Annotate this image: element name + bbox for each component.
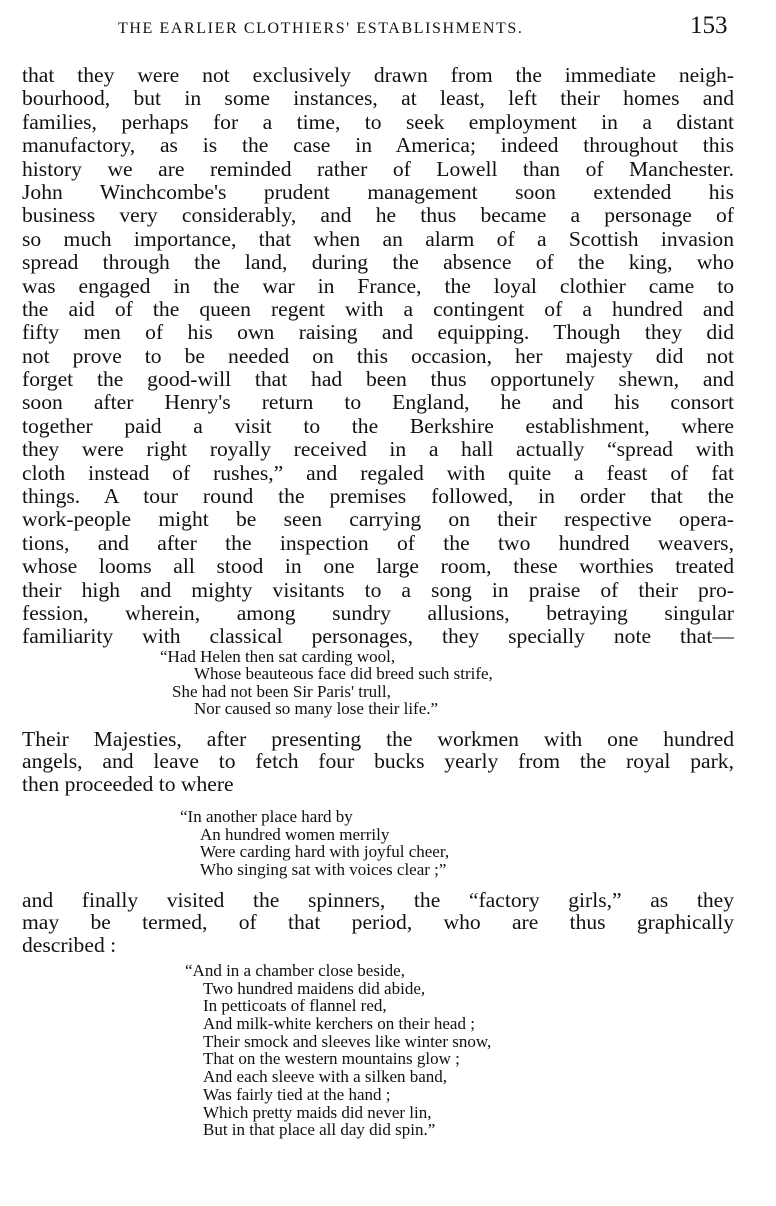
- text-line: described :: [22, 932, 117, 957]
- text-line: John Winchcombe's prudent management soon extended his: [22, 179, 734, 204]
- verse-line: Two hundred maidens did abide,: [203, 978, 426, 998]
- text-line: may be termed, of that period, who are thus graphically: [22, 910, 734, 935]
- verse-line: “And in a chamber close beside,: [185, 961, 405, 980]
- text-line: that they were not exclusively drawn from the immediate neigh-: [22, 63, 734, 87]
- verse-line: Were carding hard with joyful cheer,: [200, 842, 450, 861]
- verse-line: Who singing sat with voices clear ;”: [200, 859, 447, 879]
- text-line: whose looms all stood in one large room, these worthies treated: [22, 554, 734, 579]
- verse-line: Their smock and sleeves like winter snow,: [203, 1031, 492, 1051]
- verse-line: In petticoats of flannel red,: [203, 996, 387, 1016]
- text-line: spread through the land, during the absence of the king, who: [22, 250, 734, 275]
- paragraph-3: [22, 889, 734, 956]
- verse-quote-2: [180, 808, 449, 878]
- text-line: they were right royally received in a hall actually “spread with: [22, 437, 734, 462]
- text-line: together paid a visit to the Berkshire establishment, where: [22, 413, 734, 438]
- text-line: cloth instead of rushes,” and regaled with quite a feast of fat: [22, 460, 734, 485]
- text-line: families, perhaps for a time, to seek employment in a distant: [22, 109, 734, 134]
- paragraph-2: [22, 728, 734, 795]
- verse-line: An hundred women merrily: [200, 824, 390, 844]
- text-line: soon after Henry's return to England, he and his consort: [22, 390, 734, 415]
- text-line: the aid of the queen regent with a contingent of a hundred and: [22, 296, 734, 321]
- page-header: [0, 8, 776, 42]
- text-line: familiarity with classical personages, they specially note that—: [22, 624, 734, 649]
- text-line: angels, and leave to fetch four bucks yearly from the royal park,: [22, 749, 734, 774]
- running-head: THE EARLIER CLOTHIERS' ESTABLISHMENTS.: [118, 20, 524, 37]
- text-line: things. A tour round the premises followed, in order that the: [22, 484, 734, 509]
- text-line: Their Majesties, after presenting the workmen with one hundred: [22, 727, 734, 751]
- verse-line: Nor caused so many lose their life.”: [194, 698, 439, 718]
- text-line: business very considerably, and he thus became a personage of: [22, 203, 734, 228]
- verse-line: But in that place all day did spin.”: [203, 1120, 436, 1140]
- text-line: was engaged in the war in France, the loyal clothier came to: [22, 273, 734, 298]
- text-line: manufactory, as is the case in America; indeed throughout this: [22, 133, 734, 158]
- text-line: and finally visited the spinners, the “factory girls,” as they: [22, 888, 734, 912]
- text-line: work-people might be seen carrying on their respective opera-: [22, 507, 734, 532]
- verse-line: She had not been Sir Paris' trull,: [172, 681, 391, 701]
- verse-line: Was fairly tied at the hand ;: [203, 1084, 391, 1104]
- verse-line: “In another place hard by: [180, 807, 353, 826]
- page-number: 153: [690, 12, 728, 39]
- text-line: not prove to be needed on this occasion, her majesty did not: [22, 343, 734, 368]
- text-line: fifty men of his own raising and equipping. Though they did: [22, 320, 734, 345]
- verse-quote-1: [160, 648, 493, 717]
- text-line: so much importance, that when an alarm of a Scottish invasion: [22, 226, 734, 251]
- verse-line: That on the western mountains glow ;: [203, 1049, 460, 1069]
- text-line: their high and mighty visitants to a song in praise of their pro-: [22, 577, 734, 602]
- text-line: bourhood, but in some instances, at least, left their homes and: [22, 86, 734, 111]
- text-line: history we are reminded rather of Lowell than of Manchester.: [22, 156, 734, 181]
- text-line: fession, wherein, among sundry allusions, betraying singular: [22, 600, 734, 625]
- verse-quote-3: [185, 962, 491, 1139]
- verse-line: And each sleeve with a silken band,: [203, 1067, 448, 1087]
- text-line: forget the good-will that had been thus opportunely shewn, and: [22, 367, 734, 392]
- verse-line: “Had Helen then sat carding wool,: [160, 647, 396, 666]
- verse-line: And milk-white kerchers on their head ;: [203, 1014, 475, 1034]
- text-line: then proceeded to where: [22, 771, 234, 796]
- verse-line: Whose beauteous face did breed such strife,: [194, 664, 493, 684]
- text-line: tions, and after the inspection of the two hundred weavers,: [22, 530, 734, 555]
- paragraph-1: [22, 64, 734, 649]
- verse-line: Which pretty maids did never lin,: [203, 1102, 432, 1122]
